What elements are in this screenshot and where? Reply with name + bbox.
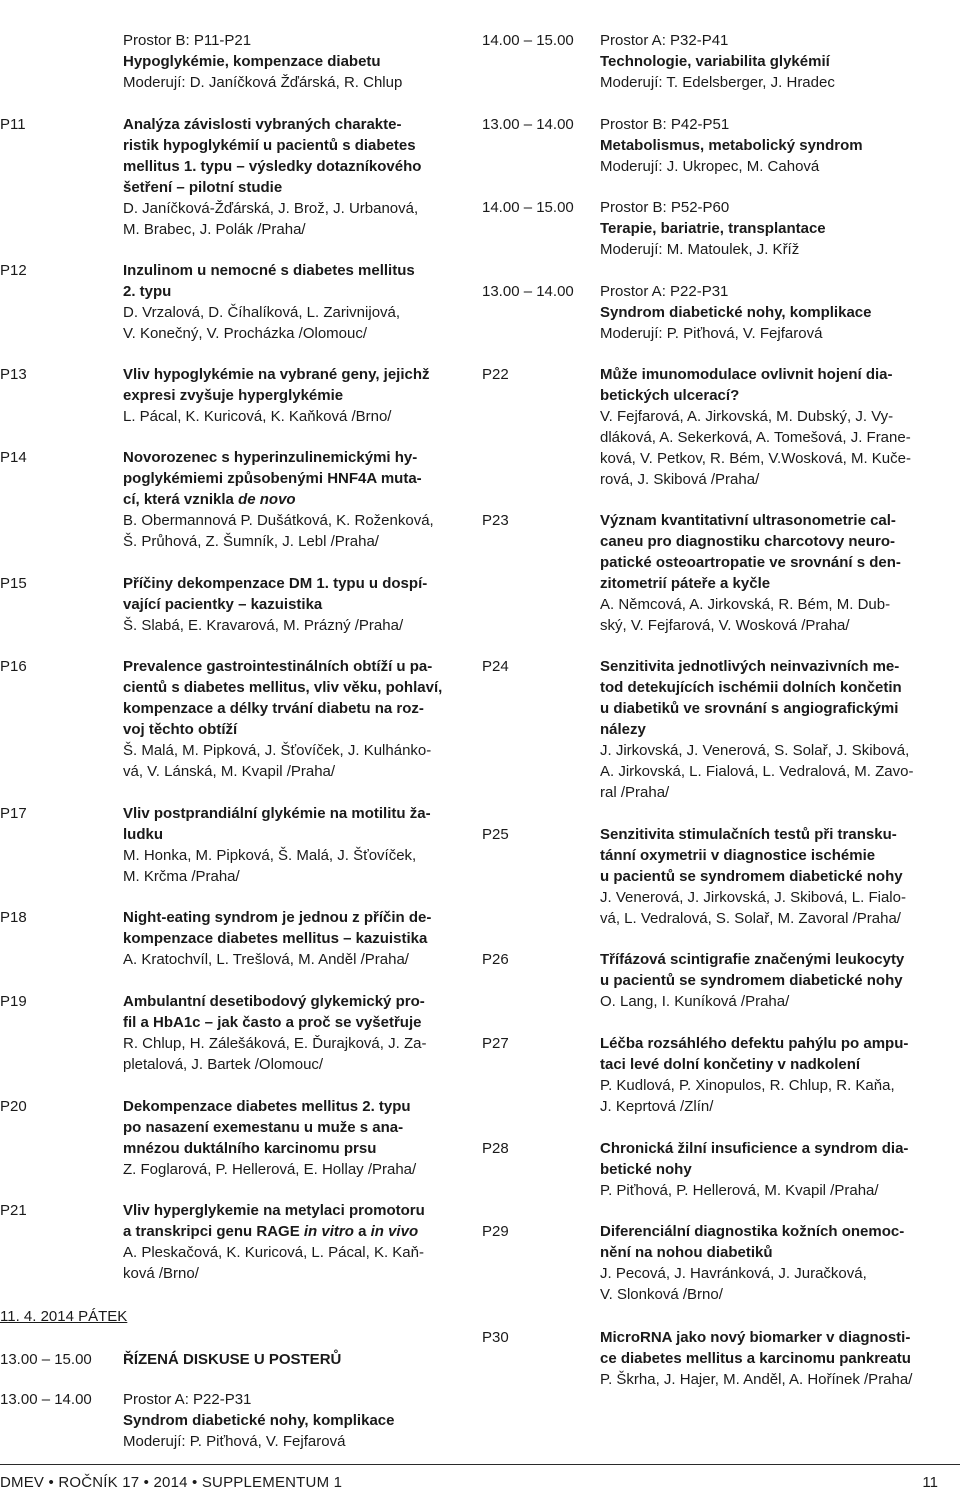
session-moderators: Moderují: T. Edelsberger, J. Hradec: [600, 74, 835, 91]
poster-title-line: patické osteoartropatie ve srovnání s den-: [600, 554, 901, 571]
poster-authors-line: A. Pleskačová, K. Kuricová, L. Pácal, K. Kaň-: [123, 1244, 424, 1261]
poster-title-line: nálezy: [600, 721, 646, 738]
session-title: Terapie, bariatrie, transplantace: [600, 220, 826, 237]
title-text: a transkripci genu RAGE: [123, 1223, 304, 1240]
session-moderators: Moderují: P. Piťhová, V. Fejfarová: [600, 325, 823, 342]
session-moderators: Moderují: M. Matoulek, J. Kříž: [600, 241, 800, 258]
poster-title-line: [123, 489, 460, 510]
poster-authors-line: L. Pácal, K. Kuricová, K. Kaňková /Brno/: [123, 408, 392, 425]
poster-p27: [600, 1033, 940, 1117]
session-s1: [600, 30, 940, 93]
poster-title-line: betické nohy: [600, 1161, 692, 1178]
poster-code: P14: [0, 449, 27, 466]
title-italic: de novo: [238, 491, 296, 508]
poster-code: P22: [482, 366, 509, 383]
session-room: Prostor A: P32-P41: [600, 32, 729, 49]
poster-authors-line: M. Krčma /Praha/: [123, 868, 240, 885]
title-text: a: [353, 1223, 371, 1240]
poster-authors-line: pletalová, J. Bartek /Olomouc/: [123, 1056, 324, 1073]
poster-title-line: Diferenciální diagnostika kožních onemoc-: [600, 1223, 905, 1240]
poster-title-line: Dekompenzace diabetes mellitus 2. typu: [123, 1098, 411, 1115]
poster-authors-line: O. Lang, I. Kuníková /Praha/: [600, 993, 790, 1010]
session-moderators: Moderují: J. Ukropec, M. Cahová: [600, 158, 820, 175]
poster-authors-line: V. Konečný, V. Procházka /Olomouc/: [123, 325, 368, 342]
title-italic: in vitro: [303, 1223, 354, 1240]
poster-code: P26: [482, 951, 509, 968]
poster-title-line: ludku: [123, 826, 163, 843]
poster-authors-line: J. Keprtová /Zlín/: [600, 1098, 714, 1115]
poster-title-line: betických ulcerací?: [600, 387, 740, 404]
poster-authors-line: R. Chlup, H. Zálešáková, E. Ďurajková, J. Za-: [123, 1035, 427, 1052]
poster-p25: [600, 824, 940, 929]
poster-title-line: Senzitivita stimulačních testů při transku-: [600, 826, 897, 843]
poster-title-line: Inzulinom u nemocné s diabetes mellitus: [123, 262, 415, 279]
session-title: Syndrom diabetické nohy, komplikace: [600, 304, 872, 321]
poster-title-line: Význam kvantitativní ultrasonometrie cal-: [600, 512, 896, 529]
title-italic: in vivo: [370, 1223, 419, 1240]
poster-authors-line: M. Brabec, J. Polák /Praha/: [123, 221, 306, 238]
poster-title-line: vající pacientky – kazuistika: [123, 596, 323, 613]
poster-title-line: Prevalence gastrointestinálních obtíží u pa-: [123, 658, 433, 675]
poster-authors-line: V. Fejfarová, A. Jirkovská, M. Dubský, J. Vy-: [600, 408, 894, 425]
session-time: 13.00 – 14.00: [482, 116, 574, 133]
poster-title-line: caneu pro diagnostiku charcotovy neuro-: [600, 533, 896, 550]
poster-code: P18: [0, 909, 27, 926]
session-time: 13.00 – 14.00: [0, 1391, 92, 1408]
poster-title-line: Analýza závislosti vybraných charakte-: [123, 116, 402, 133]
poster-authors-line: B. Obermannová P. Dušátková, K. Roženková,: [123, 512, 434, 529]
poster-code: P21: [0, 1202, 27, 1219]
poster-authors-line: A. Němcová, A. Jirkovská, R. Bém, M. Dub-: [600, 596, 891, 613]
session-room: Prostor A: P22-P31: [123, 1391, 252, 1408]
poster-code: P29: [482, 1223, 509, 1240]
poster-authors-line: Š. Slabá, E. Kravarová, M. Prázný /Praha/: [123, 617, 404, 634]
poster-title-line: MicroRNA jako nový biomarker v diagnosti-: [600, 1329, 911, 1346]
poster-title-line: taci levé dolní končetiny v nadkolení: [600, 1056, 861, 1073]
poster-authors-line: J. Venerová, J. Jirkovská, J. Skibová, L. Fialo-: [600, 889, 906, 906]
poster-code: P20: [0, 1098, 27, 1115]
footer-journal: DMEV • ROČNÍK 17 • 2014 • SUPPLEMENTUM 1: [0, 1474, 343, 1491]
poster-p11: [123, 114, 460, 240]
poster-p21: [123, 1200, 460, 1284]
poster-p18: [123, 907, 460, 970]
poster-code: P23: [482, 512, 509, 529]
poster-title-line: expresi zvyšuje hyperglykémie: [123, 387, 344, 404]
poster-title-line: u diabetiků ve srovnání s angiografickými: [600, 700, 899, 717]
poster-p23: [600, 510, 940, 636]
poster-code: P13: [0, 366, 27, 383]
poster-title-line: Ambulantní desetibodový glykemický pro-: [123, 993, 425, 1010]
poster-authors-line: ková /Brno/: [123, 1265, 199, 1282]
poster-code: P15: [0, 575, 27, 592]
poster-code: P30: [482, 1329, 509, 1346]
poster-title-line: Chronická žilní insuficience a syndrom dia-: [600, 1140, 909, 1157]
session-s4: [600, 281, 940, 344]
poster-code: P24: [482, 658, 509, 675]
poster-title-line: zitometrií páteře a kyčle: [600, 575, 771, 592]
poster-authors-line: vá, L. Vedralová, S. Solař, M. Zavoral /Praha/: [600, 910, 901, 927]
poster-authors-line: P. Kudlová, P. Xinopulos, R. Chlup, R. Kaňa,: [600, 1077, 895, 1094]
poster-title-line: tod detekujících ischémii dolních končetin: [600, 679, 902, 696]
session-room: Prostor B: P52-P60: [600, 199, 730, 216]
poster-authors-line: Š. Průhová, Z. Šumník, J. Lebl /Praha/: [123, 533, 379, 550]
poster-authors-line: D. Janíčková-Žďárská, J. Brož, J. Urbanová,: [123, 200, 419, 217]
poster-code: P28: [482, 1140, 509, 1157]
day-heading: 11. 4. 2014 PÁTEK: [0, 1308, 128, 1325]
poster-p14: [123, 447, 460, 552]
poster-title-line: ristik hypoglykémií u pacientů s diabetes: [123, 137, 416, 154]
session-room: Prostor B: P42-P51: [600, 116, 730, 133]
poster-authors-line: M. Honka, M. Pipková, Š. Malá, J. Šťovíček,: [123, 847, 417, 864]
poster-p22: [600, 364, 940, 490]
poster-p19: [123, 991, 460, 1075]
poster-title-line: Vliv hyperglykemie na metylaci promotoru: [123, 1202, 425, 1219]
poster-title-line: Vliv postprandiální glykémie na motilitu ža-: [123, 805, 431, 822]
poster-p29: [600, 1221, 940, 1305]
session-title: Metabolismus, metabolický syndrom: [600, 137, 863, 154]
poster-title-line: fil a HbA1c – jak často a proč se vyšetřuje: [123, 1014, 422, 1031]
session-moderators: Moderují: D. Janíčková Žďárská, R. Chlup: [123, 74, 403, 91]
poster-title-line: u pacientů se syndromem diabetické nohy: [600, 868, 903, 885]
page-number: 11: [922, 1474, 938, 1491]
poster-title-line: 2. typu: [123, 283, 172, 300]
poster-authors-line: J. Pecová, J. Havránková, J. Juračková,: [600, 1265, 867, 1282]
poster-p30: [600, 1327, 940, 1390]
poster-code: P11: [0, 116, 26, 133]
title-text: cí, která vznikla: [123, 491, 239, 508]
poster-authors-line: A. Jirkovská, L. Fialová, L. Vedralová, M. Zavo-: [600, 763, 914, 780]
poster-title-line: [123, 1221, 460, 1242]
poster-code: P25: [482, 826, 509, 843]
session-title: Syndrom diabetické nohy, komplikace: [123, 1412, 395, 1429]
poster-title-line: šetření – pilotní studie: [123, 179, 283, 196]
poster-p15: [123, 573, 460, 636]
poster-p12: [123, 260, 460, 344]
session-s2: [600, 114, 940, 177]
poster-title-line: Léčba rozsáhlého defektu pahýlu po ampu-: [600, 1035, 909, 1052]
poster-authors-line: rová, J. Skibová /Praha/: [600, 471, 760, 488]
session-time: 14.00 – 15.00: [482, 199, 574, 216]
footer-divider: [0, 1464, 960, 1465]
poster-code: P17: [0, 805, 27, 822]
session-room: Prostor A: P22-P31: [600, 283, 729, 300]
poster-authors-line: dláková, A. Sekerková, A. Tomešová, J. Frane-: [600, 429, 911, 446]
poster-code: P12: [0, 262, 27, 279]
poster-title-line: Příčiny dekompenzace DM 1. typu u dospí-: [123, 575, 428, 592]
poster-p17: [123, 803, 460, 887]
poster-authors-line: vá, V. Lánská, M. Kvapil /Praha/: [123, 763, 336, 780]
poster-title-line: poglykémiemi způsobenými HNF4A muta-: [123, 470, 422, 487]
poster-title-line: mnézou duktálního karcinomu prsu: [123, 1140, 377, 1157]
session-header-prostor-b: [123, 30, 463, 93]
poster-code: P27: [482, 1035, 509, 1052]
poster-title-line: cientů s diabetes mellitus, vliv věku, pohlaví,: [123, 679, 443, 696]
session-title: Technologie, variabilita glykémií: [600, 53, 830, 70]
session-room: Prostor B: P11-P21: [123, 32, 252, 49]
poster-title-line: Vliv hypoglykémie na vybrané geny, jejichž: [123, 366, 430, 383]
poster-authors-line: D. Vrzalová, D. Číhalíková, L. Zarivnijová,: [123, 304, 401, 321]
discussion-time: 13.00 – 15.00: [0, 1351, 92, 1368]
poster-title-line: Může imunomodulace ovlivnit hojení dia-: [600, 366, 893, 383]
poster-authors-line: V. Slonková /Brno/: [600, 1286, 723, 1303]
session-time: 13.00 – 14.00: [482, 283, 574, 300]
poster-authors-line: J. Jirkovská, J. Venerová, S. Solař, J. Skibová,: [600, 742, 910, 759]
poster-p28: [600, 1138, 940, 1201]
poster-authors-line: A. Kratochvíl, L. Trešlová, M. Anděl /Praha/: [123, 951, 409, 968]
poster-authors-line: ský, V. Fejfarová, V. Wosková /Praha/: [600, 617, 850, 634]
poster-title-line: voj těchto obtíží: [123, 721, 238, 738]
poster-authors-line: P. Piťhová, P. Hellerová, M. Kvapil /Praha/: [600, 1182, 879, 1199]
poster-p26: [600, 949, 940, 1012]
session-time: 14.00 – 15.00: [482, 32, 574, 49]
poster-p13: [123, 364, 460, 427]
poster-authors-line: Š. Malá, M. Pipková, J. Šťovíček, J. Kulhánko-: [123, 742, 432, 759]
poster-title-line: Třífázová scintigrafie značenými leukocyty: [600, 951, 905, 968]
poster-title-line: tánní oxymetrii v diagnostice ischémie: [600, 847, 876, 864]
poster-p16: [123, 656, 460, 782]
poster-title-line: kompenzace diabetes mellitus – kazuistika: [123, 930, 428, 947]
poster-title-line: u pacientů se syndromem diabetické nohy: [600, 972, 903, 989]
session-title: Hypoglykémie, kompenzace diabetu: [123, 53, 381, 70]
session-bottom: [123, 1389, 460, 1452]
poster-title-line: kompenzace a délky trvání diabetu na roz-: [123, 700, 424, 717]
poster-title-line: Senzitivita jednotlivých neinvazivních me-: [600, 658, 900, 675]
session-s3: [600, 197, 940, 260]
poster-authors-line: ral /Praha/: [600, 784, 670, 801]
session-moderators: Moderují: P. Piťhová, V. Fejfarová: [123, 1433, 346, 1450]
poster-authors-line: P. Škrha, J. Hajer, M. Anděl, A. Hořínek /Praha/: [600, 1371, 913, 1388]
poster-authors-line: ková, V. Petkov, R. Bém, V.Wosková, M. Kuče-: [600, 450, 911, 467]
poster-p24: [600, 656, 940, 803]
poster-title-line: nění na nohou diabetiků: [600, 1244, 773, 1261]
poster-title-line: Novorozenec s hyperinzulinemickými hy-: [123, 449, 418, 466]
poster-authors-line: Z. Foglarová, P. Hellerová, E. Hollay /Praha/: [123, 1161, 417, 1178]
discussion-title: ŘÍZENÁ DISKUSE U POSTERŮ: [123, 1351, 342, 1368]
poster-title-line: mellitus 1. typu – výsledky dotazníkového: [123, 158, 422, 175]
poster-title-line: ce diabetes mellitus a karcinomu pankreatu: [600, 1350, 911, 1367]
poster-title-line: Night-eating syndrom je jednou z příčin de-: [123, 909, 432, 926]
poster-title-line: po nasazení exemestanu u muže s ana-: [123, 1119, 404, 1136]
poster-code: P16: [0, 658, 27, 675]
poster-p20: [123, 1096, 460, 1180]
poster-code: P19: [0, 993, 27, 1010]
